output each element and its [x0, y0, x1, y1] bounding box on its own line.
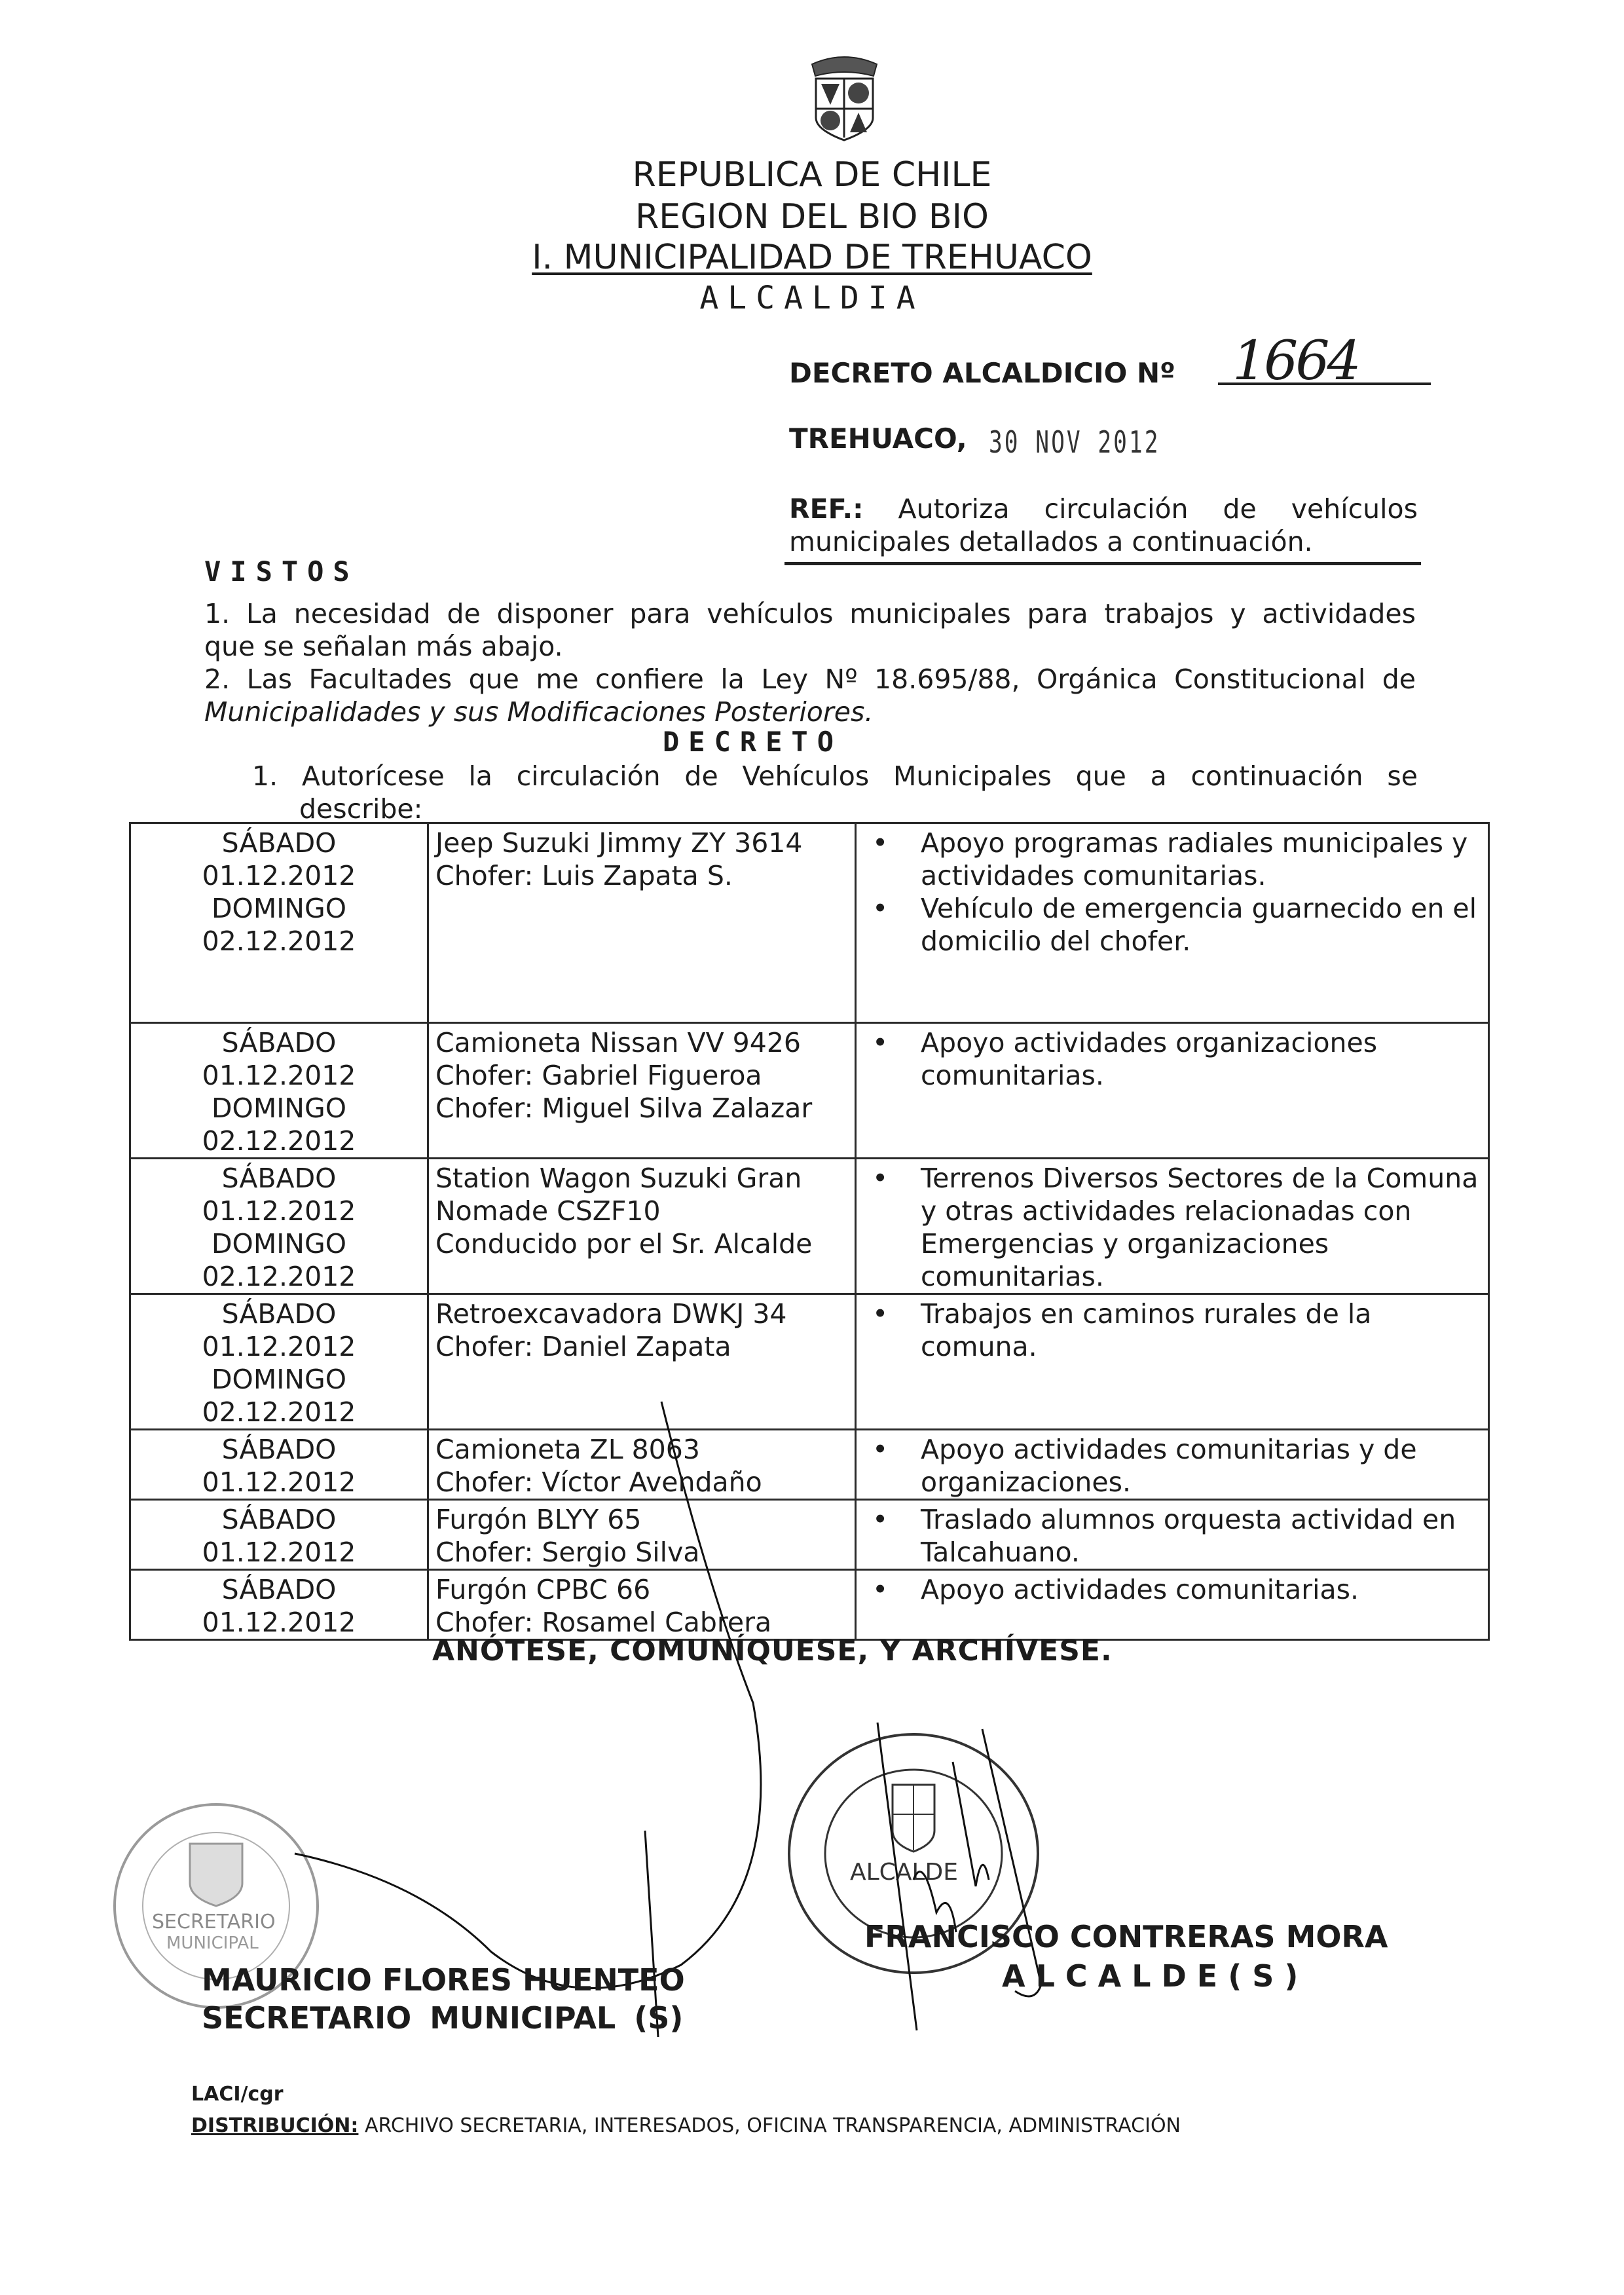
vehicle-name: Furgón BLYY 65: [435, 1504, 642, 1535]
vehicle-date-line: SÁBADO: [221, 1504, 337, 1535]
decreto-item-num: 1.: [252, 760, 278, 792]
vehicle-name: Station Wagon Suzuki Gran Nomade CSZF10: [435, 1163, 802, 1227]
vehicle-date-line: SÁBADO: [221, 1434, 337, 1465]
activity-item: • Apoyo actividades comunitarias.: [921, 1573, 1481, 1606]
mayor-seal-label: ALCALDE: [850, 1859, 958, 1886]
vehicle-date-line: SÁBADO: [221, 827, 337, 859]
vehicle-name: Furgón CPBC 66: [435, 1574, 651, 1605]
vehicle-date-line: 02.12.2012: [202, 925, 356, 957]
footer-initials: LACI/cgr: [191, 2083, 284, 2106]
activity-item: • Apoyo programas radiales municipales y actividades comunitarias.: [921, 827, 1481, 892]
vehicle-driver: Chofer: Daniel Zapata: [435, 1331, 731, 1362]
vistos-item-1-line2: que se señalan más abajo.: [204, 631, 563, 662]
header-country: REPUBLICA DE CHILE: [632, 155, 992, 195]
vehicle-name: Retroexcavadora DWKJ 34: [435, 1298, 787, 1330]
mayor-title: ALCALDE(S): [1002, 1958, 1309, 1994]
vehicle-name: Jeep Suzuki Jimmy ZY 3614: [435, 827, 803, 859]
ref-text: Autoriza circulación de vehículos municipales detallados a continuación.: [789, 493, 1418, 557]
date-stamp: 30 NOV 2012: [989, 424, 1160, 460]
vistos-item-2-num: 2.: [204, 663, 231, 695]
vistos-item-1-num: 1.: [204, 598, 231, 629]
vehicle-date-line: 02.12.2012: [202, 1261, 356, 1292]
vehicle-name: Camioneta Nissan VV 9426: [435, 1027, 802, 1058]
distribution-text: ARCHIVO SECRETARIA, INTERESADOS, OFICINA TRANSPARENCIA, ADMINISTRACIÓN: [364, 2114, 1181, 2137]
place-label: TREHUACO,: [789, 422, 967, 455]
vehicle-driver: Conducido por el Sr. Alcalde: [435, 1228, 813, 1259]
vehicle-date-line: DOMINGO: [211, 1228, 347, 1259]
mayor-name: FRANCISCO CONTRERAS MORA: [864, 1919, 1388, 1954]
vehicle-driver: Chofer: Sergio Silva: [435, 1537, 700, 1568]
vehicle-date-line: 01.12.2012: [202, 1466, 356, 1498]
vehicle-date-line: 02.12.2012: [202, 1396, 356, 1428]
ref-label: REF.:: [789, 493, 864, 525]
decree-number-handwritten: 1664: [1232, 330, 1359, 392]
activity-item: • Apoyo actividades comunitarias y de organizaciones.: [921, 1433, 1481, 1499]
footer-distribution: [191, 2114, 1181, 2137]
header-municipality: I. MUNICIPALIDAD DE TREHUACO: [532, 238, 1092, 277]
vehicle-date-line: SÁBADO: [221, 1163, 337, 1194]
header-office: ALCALDIA: [699, 280, 925, 316]
activity-item: • Apoyo actividades organizaciones comunitarias.: [921, 1026, 1481, 1092]
vehicle-driver: Chofer: Luis Zapata S.: [435, 860, 733, 891]
decreto-title: DECRETO: [663, 726, 843, 758]
decreto-item-line1: Autorícese la circulación de Vehículos Municipales que a continuación se: [301, 760, 1418, 792]
vehicle-date-line: SÁBADO: [221, 1298, 337, 1330]
vehicle-driver: Chofer: Víctor Avendaño: [435, 1466, 762, 1498]
secretary-seal-label-2: MUNICIPAL: [166, 1933, 259, 1953]
vehicle-date-line: DOMINGO: [211, 893, 347, 924]
vehicle-name: Camioneta ZL 8063: [435, 1434, 700, 1465]
vehicle-date-line: 02.12.2012: [202, 1125, 356, 1157]
distribution-label: DISTRIBUCIÓN:: [191, 2114, 359, 2137]
vehicle-date-line: 01.12.2012: [202, 1537, 356, 1568]
activity-item: • Vehículo de emergencia guarnecido en el domicilio del chofer.: [921, 892, 1481, 958]
activity-item: • Terrenos Diversos Sectores de la Comuna y otras actividades relacionadas con Emergencias y organizaciones comunitarias.: [921, 1162, 1481, 1293]
vehicle-driver: Chofer: Miguel Silva Zalazar: [435, 1092, 813, 1124]
activity-item: • Traslado alumnos orquesta actividad en Talcahuano.: [921, 1503, 1481, 1569]
decreto-item-line2: describe:: [299, 793, 423, 825]
vehicle-date-line: DOMINGO: [211, 1092, 347, 1124]
vehicle-date-line: 01.12.2012: [202, 860, 356, 891]
vehicle-driver: Chofer: Rosamel Cabrera: [435, 1607, 772, 1638]
vehicle-date-line: 01.12.2012: [202, 1607, 356, 1638]
vehicle-driver: Chofer: Gabriel Figueroa: [435, 1060, 762, 1091]
vehicle-date-line: 01.12.2012: [202, 1331, 356, 1362]
closing-formula: ANÓTESE, COMUNÍQUESE, Y ARCHÍVESE.: [432, 1634, 1113, 1668]
vehicle-date-line: 01.12.2012: [202, 1060, 356, 1091]
vistos-item-2-line2: Municipalidades y sus Modificaciones Posteriores.: [204, 696, 874, 728]
secretary-name: MAURICIO FLORES HUENTEO: [202, 1962, 685, 1998]
vistos-title: VISTOS: [204, 555, 359, 588]
vehicle-date-line: DOMINGO: [211, 1364, 347, 1395]
vehicle-date-line: SÁBADO: [221, 1574, 337, 1605]
vistos-item-1-line1: La necesidad de disponer para vehículos municipales para trabajos y actividades: [246, 598, 1416, 629]
activity-item: • Trabajos en caminos rurales de la comuna.: [921, 1297, 1481, 1363]
vistos-item-2-line1: Las Facultades que me confiere la Ley Nº 18.695/88, Orgánica Constitucional de: [246, 663, 1416, 695]
secretary-title: SECRETARIO MUNICIPAL (S): [202, 2000, 684, 2036]
vehicle-date-line: 01.12.2012: [202, 1195, 356, 1227]
secretary-seal-label: SECRETARIO: [152, 1911, 276, 1933]
vehicle-date-line: SÁBADO: [221, 1027, 337, 1058]
header-region: REGION DEL BIO BIO: [635, 197, 989, 236]
decree-number-label: DECRETO ALCALDICIO Nº: [789, 357, 1175, 389]
